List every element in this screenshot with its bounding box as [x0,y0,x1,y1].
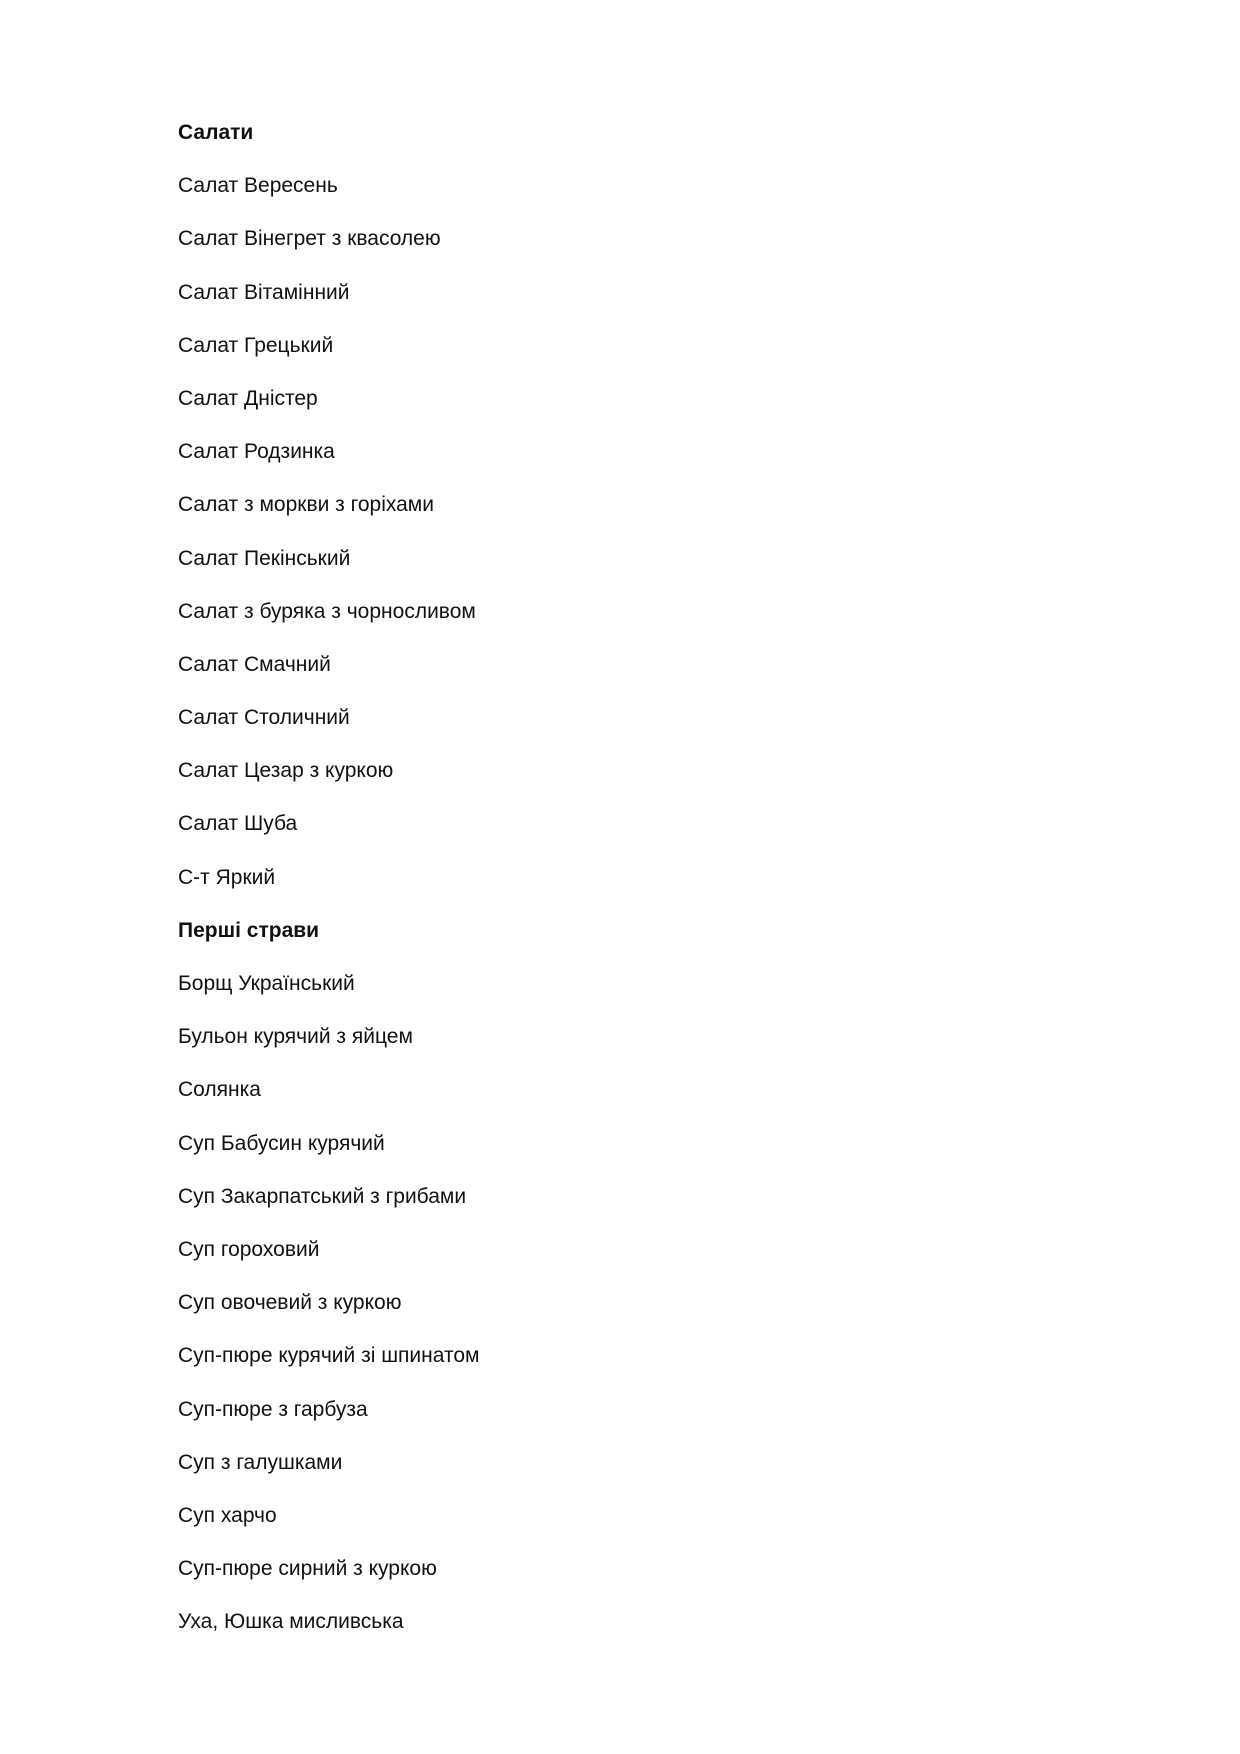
menu-item: Салат Родзинка [178,440,335,464]
menu-item: Салат Вінегрет з квасолею [178,227,441,251]
menu-list [178,118,1078,1660]
menu-item: Суп харчо [178,1503,277,1527]
menu-item: Салат Столичний [178,706,350,730]
section-heading-first-courses: Перші страви [178,918,320,942]
menu-item: Суп-пюре сирний з куркою [178,1557,437,1581]
menu-item: Салат Вересень [178,174,338,198]
menu-item: Суп-пюре курячий зі шпинатом [178,1344,480,1368]
menu-item: Суп-пюре з гарбуза [178,1397,368,1421]
menu-item: Суп з галушками [178,1450,343,1474]
menu-item: Суп овочевий з куркою [178,1291,402,1315]
menu-item: Салат Пекінський [178,546,351,570]
menu-item: Суп Бабусин курячий [178,1131,385,1155]
menu-item: Суп Закарпатський з грибами [178,1184,467,1208]
menu-item: Салат з буряка з чорносливом [178,599,476,623]
menu-item: С-т Яркий [178,865,276,889]
menu-item: Суп гороховий [178,1237,320,1261]
menu-item: Салат з моркви з горіхами [178,493,434,517]
menu-item: Салат Грецький [178,333,334,357]
menu-item: Борщ Український [178,972,355,995]
menu-item: Салат Цезар з куркою [178,759,394,783]
menu-item: Салат Вітамінний [178,280,350,304]
menu-item: Салат Смачний [178,652,331,676]
section-heading-salads: Салати [178,121,254,144]
menu-item: Солянка [178,1078,261,1102]
menu-item: Уха, Юшка мисливська [178,1610,404,1634]
menu-item: Салат Шуба [178,812,298,836]
menu-item: Салат Дністер [178,386,318,410]
menu-item: Бульон курячий з яйцем [178,1025,413,1049]
